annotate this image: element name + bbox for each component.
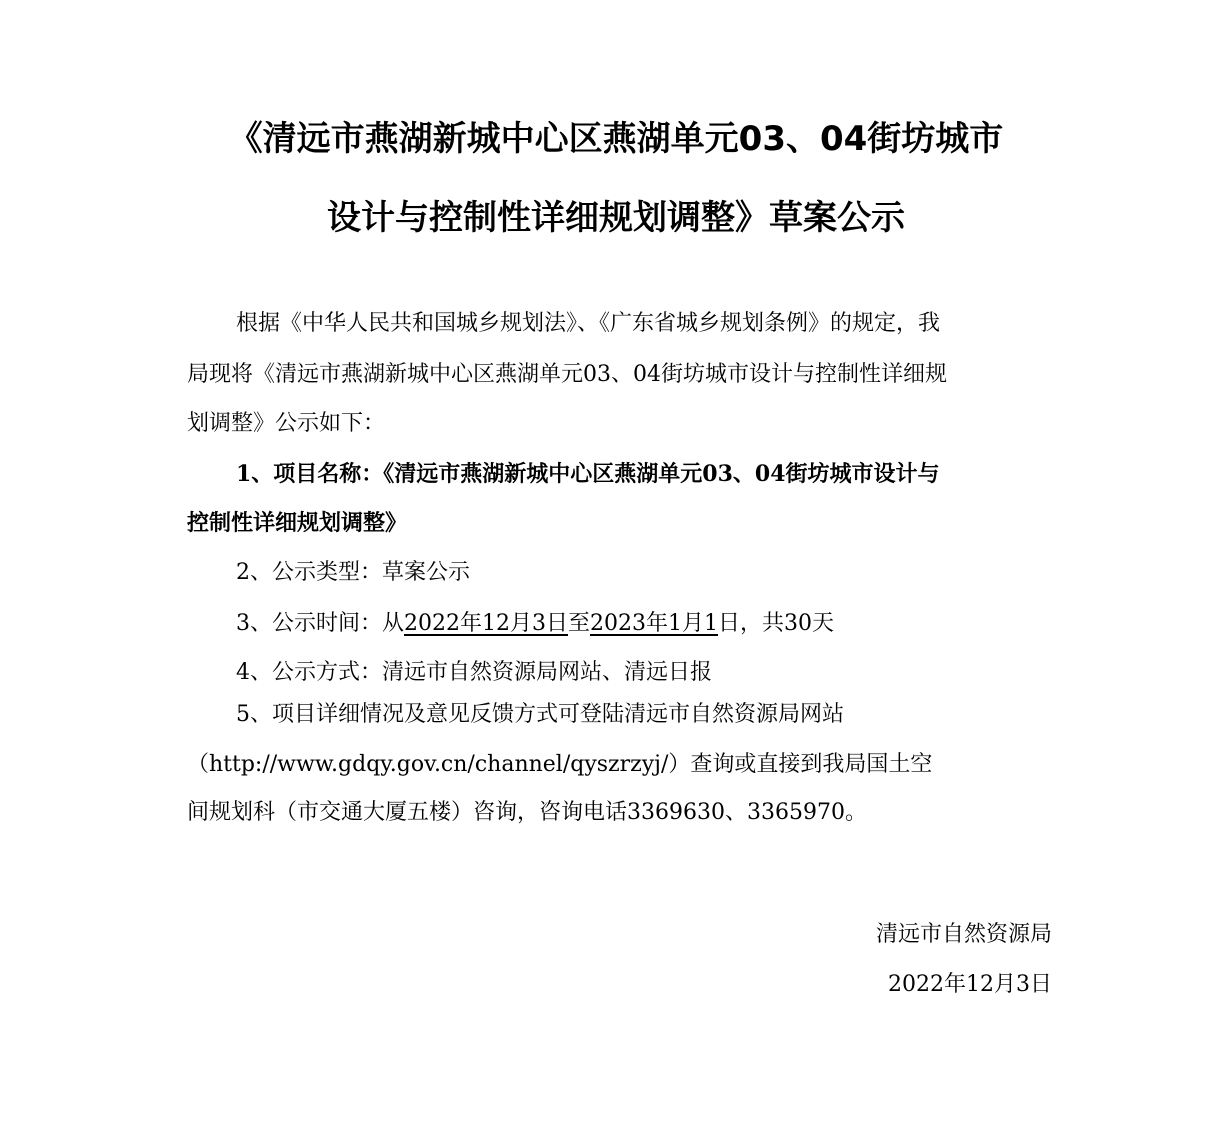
intro-line-3: 划调整》公示如下： xyxy=(187,411,386,436)
item-1-line-1: 1、项目名称：《清远市燕湖新城中心区燕湖单元03、04街坊城市设计与 xyxy=(236,461,940,487)
item-5-line-3: 间规划科（市交通大厦五楼）咨询，咨询电话3369630、3365970。 xyxy=(187,800,867,825)
item-5-line-1: 5、项目详细情况及意见反馈方式可登陆清远市自然资源局网站 xyxy=(236,702,844,727)
item-4: 4、公示方式：清远市自然资源局网站、清远日报 xyxy=(236,660,712,685)
intro-line-2: 局现将《清远市燕湖新城中心区燕湖单元03、04街坊城市设计与控制性详细规 xyxy=(187,362,947,387)
item-1-line-2: 控制性详细规划调整》 xyxy=(187,510,408,536)
item-3-end-date: 2023年1月1 xyxy=(590,611,718,636)
item-3 xyxy=(236,609,834,639)
intro-line-1: 根据《中华人民共和国城乡规划法》、《广东省城乡规划条例》的规定，我 xyxy=(236,311,941,336)
item-3-start-date: 2022年12月3日 xyxy=(404,611,568,636)
signature-date: 2022年12月3日 xyxy=(888,972,1052,997)
item-5-line-2: （http://www.gdqy.gov.cn/channel/qyszrzyj/）查询或直接到我局国土空 xyxy=(187,752,933,777)
title-line-1: 《清远市燕湖新城中心区燕湖单元03、04街坊城市 xyxy=(228,119,1004,159)
item-3-mid: 至 xyxy=(567,611,590,636)
title-line-2: 设计与控制性详细规划调整》草案公示 xyxy=(327,198,905,238)
item-3-suffix: 日，共30天 xyxy=(717,611,834,636)
signature-org: 清远市自然资源局 xyxy=(875,922,1052,947)
item-3-prefix: 3、公示时间：从 xyxy=(236,611,404,636)
item-2: 2、公示类型：草案公示 xyxy=(236,560,470,585)
